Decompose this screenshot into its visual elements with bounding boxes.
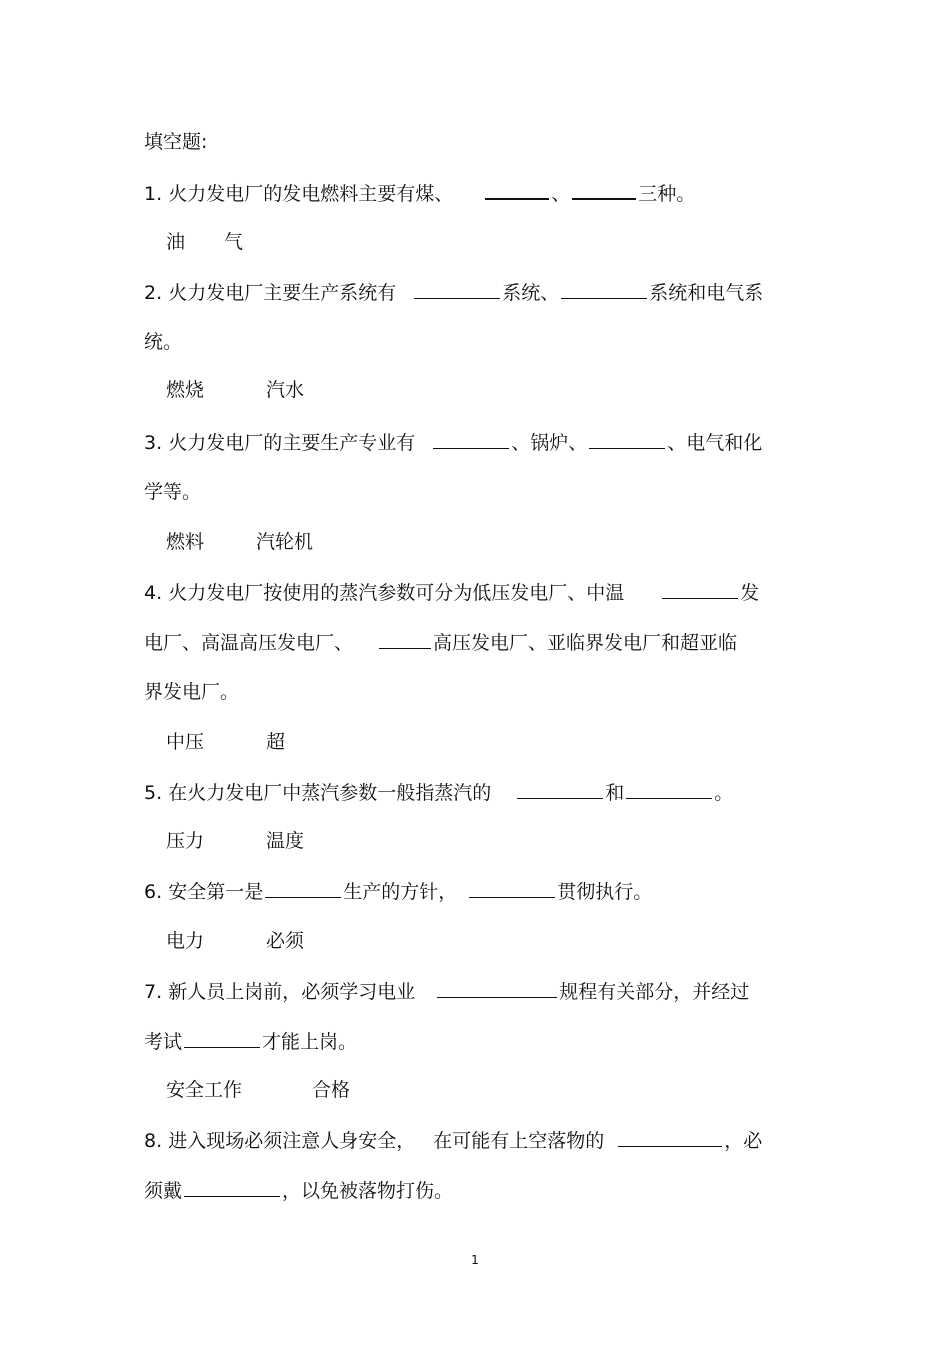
question-8-line-1: [144, 1128, 762, 1153]
question-number: 3.: [144, 432, 163, 454]
answer: 合格: [312, 1079, 351, 1101]
answer: 油: [166, 231, 186, 253]
question-text: 三种。: [638, 183, 696, 205]
question-text: ，以免被落物打伤。: [282, 1180, 454, 1202]
answer: 燃料: [166, 531, 205, 553]
answer-line-6: [166, 929, 304, 953]
question-text: 发: [740, 582, 760, 604]
question-6-line-1: [144, 879, 652, 904]
answer: 气: [224, 231, 244, 253]
answer: 汽水: [266, 379, 305, 401]
question-1-line-1: [144, 180, 695, 206]
question-text: 高压发电厂、亚临界发电厂和超亚临: [433, 632, 738, 654]
answer-line-4: [166, 730, 285, 754]
question-number: 2.: [144, 282, 163, 304]
question-text: 考试: [144, 1031, 183, 1053]
blank: [662, 580, 738, 599]
blank: [517, 780, 603, 799]
answer: 安全工作: [166, 1079, 243, 1101]
question-text: 贯彻执行。: [557, 881, 653, 903]
answer: 中压: [166, 731, 205, 753]
question-5-line-1: [144, 780, 733, 805]
question-2-line-2: 统。: [144, 331, 183, 353]
blank: [572, 180, 636, 200]
question-text: 电厂、高温高压发电厂、: [144, 632, 354, 654]
question-number: 6.: [144, 881, 163, 903]
question-number: 1.: [144, 183, 163, 205]
question-text: 进入现场必须注意人身安全，: [168, 1130, 416, 1152]
blank: [184, 1178, 280, 1197]
blank: [589, 430, 665, 449]
question-text: 、: [551, 183, 571, 205]
question-text: 规程有关部分，并经过: [559, 981, 750, 1003]
blank: [433, 430, 509, 449]
section-heading: 填空题:: [144, 131, 208, 153]
question-number: 7.: [144, 981, 163, 1003]
blank: [265, 879, 341, 898]
answer-line-7: [166, 1078, 350, 1102]
answer-line-3: [166, 530, 313, 554]
question-number: 5.: [144, 782, 163, 804]
blank: [618, 1128, 722, 1147]
question-text: 和: [605, 782, 625, 804]
question-text: ，必: [724, 1130, 763, 1152]
answer: 必须: [266, 930, 305, 952]
question-text: 生产的方针，: [343, 881, 458, 903]
answer: 燃烧: [166, 379, 205, 401]
question-7-line-1: [144, 979, 749, 1004]
blank: [414, 280, 500, 299]
answer: 电力: [166, 930, 205, 952]
question-text: 火力发电厂按使用的蒸汽参数可分为低压发电厂、中温: [168, 582, 625, 604]
answer-line-5: [166, 829, 304, 853]
question-text: 。: [714, 782, 734, 804]
answer-line-2: [166, 378, 304, 402]
blank: [379, 630, 431, 649]
question-4-line-2: [144, 630, 737, 655]
blank: [184, 1029, 260, 1048]
question-text: 系统、: [502, 282, 560, 304]
question-text: 新人员上岗前，必须学习电业: [168, 981, 416, 1003]
question-text: 才能上岗。: [262, 1031, 358, 1053]
question-text: 在火力发电厂中蒸汽参数一般指蒸汽的: [168, 782, 492, 804]
answer: 压力: [166, 830, 205, 852]
blank: [561, 280, 647, 299]
question-text: 、电气和化: [667, 432, 763, 454]
question-2-line-1: [144, 280, 763, 305]
question-text: 须戴: [144, 1180, 183, 1202]
question-text: 安全第一是: [168, 881, 264, 903]
answer: 温度: [266, 830, 305, 852]
blank: [437, 979, 557, 998]
question-4-line-1: [144, 580, 759, 605]
question-8-line-2: [144, 1178, 453, 1203]
page-number: 1: [471, 1253, 479, 1267]
question-text: 火力发电厂的主要生产专业有: [168, 432, 416, 454]
question-7-line-2: [144, 1029, 357, 1054]
blank: [469, 879, 555, 898]
answer: 超: [266, 731, 286, 753]
question-3-line-2: 学等。: [144, 481, 202, 503]
question-text: 火力发电厂的发电燃料主要有煤、: [168, 183, 454, 205]
answer: 汽轮机: [256, 531, 314, 553]
question-3-line-1: [144, 430, 762, 455]
question-text: 火力发电厂主要生产系统有: [168, 282, 397, 304]
question-text: 在可能有上空落物的: [433, 1130, 605, 1152]
blank: [485, 180, 549, 200]
question-number: 8.: [144, 1130, 163, 1152]
question-number: 4.: [144, 582, 163, 604]
question-text: 系统和电气系: [649, 282, 764, 304]
question-text: 、锅炉、: [511, 432, 588, 454]
question-4-line-3: 界发电厂。: [144, 681, 240, 703]
blank: [626, 780, 712, 799]
answer-line-1: [166, 230, 243, 254]
